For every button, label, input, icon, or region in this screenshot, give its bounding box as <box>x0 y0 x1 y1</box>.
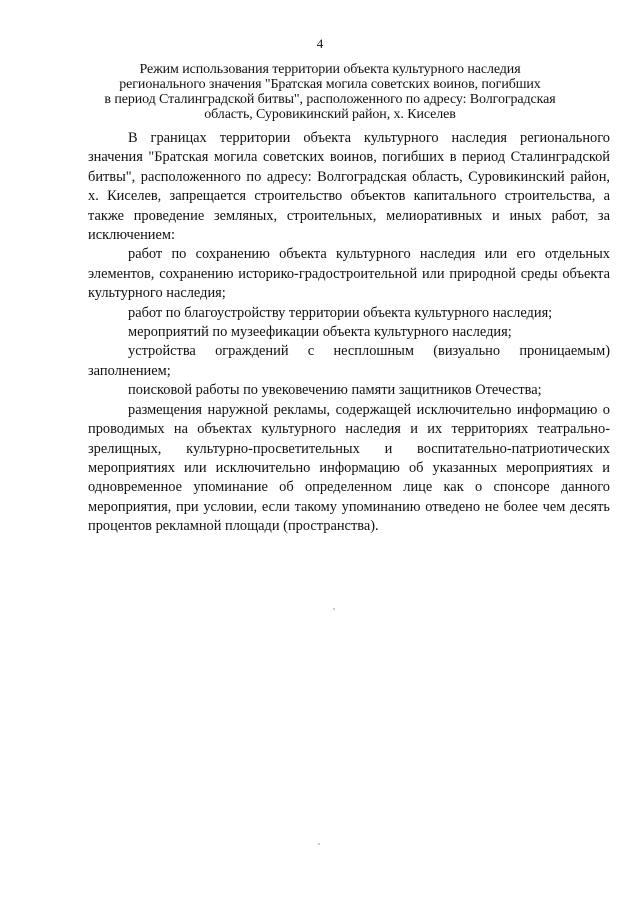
title-line: в период Сталинградской битвы", расположенного по адресу: Волгоградская <box>104 92 556 107</box>
document-title <box>60 62 600 122</box>
scan-speck <box>318 843 320 845</box>
paragraph-exception: мероприятий по музеефикации объекта культурного наследия; <box>128 324 512 341</box>
title-line: область, Суровикинский район, х. Киселев <box>204 107 456 122</box>
paragraph-exception: работ по благоустройству территории объекта культурного наследия; <box>128 304 553 321</box>
page-number: 4 <box>316 36 324 51</box>
title-line: Режим использования территории объекта культурного наследия <box>139 62 521 77</box>
paragraph-exception: поисковой работы по увековечению памяти защитников Отечества; <box>128 382 542 399</box>
paragraph-exception: размещения наружной рекламы, содержащей исключительно информацию о проводимых на объектах культурного наследия и их территориях театрально-зрелищных, культурно-просветительных и воспитательно-патриотических мероприятиях или исключительно информацию об указанных мероприятиях и одновременное упоминание об определенном лице как о спонсоре данного мероприятия, при условии, если такому упоминанию отведено не более чем десять процентов рекламной площади (пространства). <box>88 401 610 535</box>
paragraph-intro: В границах территории объекта культурного наследия регионального значения "Братская могила советских воинов, погибших в период Сталинградской битвы", расположенного по адресу: Волгоградская область, Суровикинский район, х. Киселев, запрещается строительство объектов капитального строительства, а также проведение земляных, строительных, мелиоративных и иных работ, за исключением: <box>88 130 610 244</box>
paragraph-exception: устройства ограждений с несплошным (визуально проницаемым) заполнением; <box>88 343 610 379</box>
scan-speck <box>333 608 335 610</box>
title-line: регионального значения "Братская могила советских воинов, погибших <box>119 77 541 92</box>
document-body <box>88 129 610 537</box>
paragraph-exception: работ по сохранению объекта культурного наследия или его отдельных элементов, сохранению историко-градостроительной или природной среды объекта культурного наследия; <box>88 246 610 302</box>
